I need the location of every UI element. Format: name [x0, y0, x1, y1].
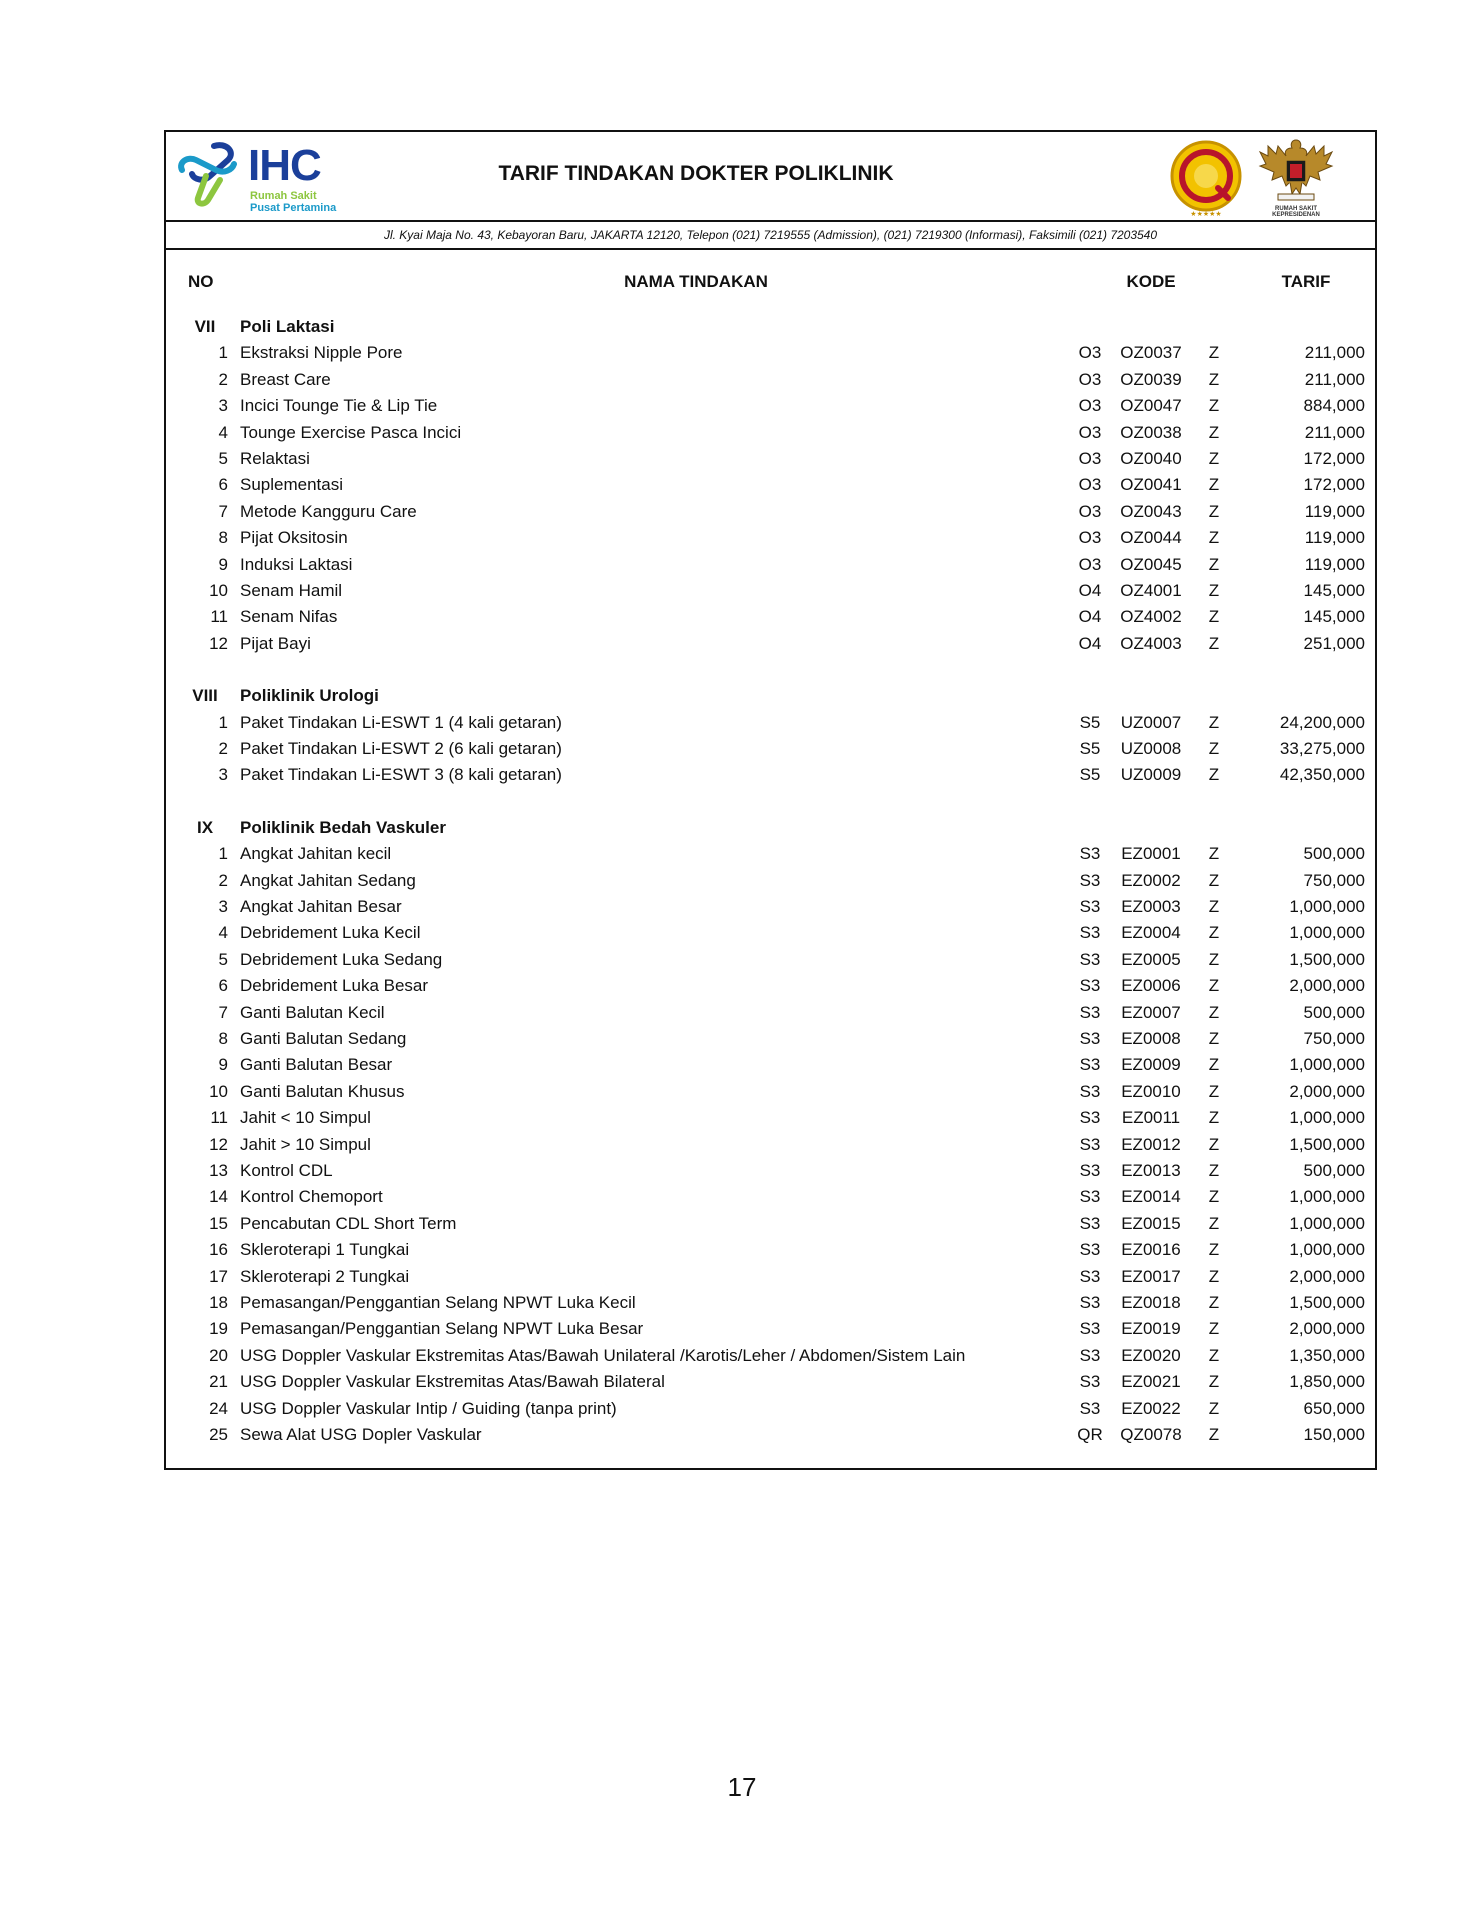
- column-header-no: NO: [188, 272, 214, 291]
- procedure-group: O3: [1078, 369, 1102, 389]
- row-number: 3: [218, 897, 228, 916]
- procedure-tarif: 211,000: [1304, 343, 1365, 363]
- procedure-flag: Z: [1208, 1187, 1220, 1207]
- procedure-flag: Z: [1208, 1029, 1220, 1048]
- procedure-flag: Z: [1208, 1134, 1220, 1154]
- procedure-flag: Z: [1208, 343, 1220, 363]
- procedure-group: S3: [1079, 1293, 1101, 1312]
- procedure-tarif: 750,000: [1303, 870, 1365, 890]
- procedure-code: OZ0039: [1120, 369, 1182, 389]
- procedure-code: QZ0078: [1120, 1425, 1182, 1444]
- procedure-name: Kontrol Chemoport: [240, 1187, 383, 1207]
- procedure-name: Suplementasi: [240, 475, 344, 495]
- row-number: 21: [209, 1372, 228, 1392]
- row-number: 2: [218, 369, 228, 389]
- procedure-name: USG Doppler Vaskular Intip / Guiding (tanpa print): [240, 1398, 617, 1418]
- svg-text:★★★★★: ★★★★★: [1190, 210, 1222, 218]
- procedure-tarif: 251,000: [1303, 633, 1365, 653]
- row-number: 13: [209, 1161, 228, 1180]
- procedure-code: EZ0006: [1121, 976, 1181, 996]
- procedure-tarif: 2,000,000: [1289, 1266, 1365, 1286]
- procedure-name: Paket Tindakan Li-ESWT 2 (6 kali getaran): [240, 739, 562, 758]
- procedure-name: Paket Tindakan Li-ESWT 1 (4 kali getaran): [240, 712, 562, 732]
- procedure-tarif: 2,000,000: [1289, 1319, 1365, 1339]
- procedure-name: Debridement Luka Besar: [240, 976, 429, 996]
- procedure-group: S3: [1079, 844, 1101, 864]
- page-header: [166, 132, 1375, 222]
- procedure-flag: Z: [1208, 976, 1220, 996]
- procedure-group: O3: [1078, 528, 1102, 548]
- logo-wordmark: IHC: [248, 141, 321, 190]
- procedure-flag: Z: [1208, 633, 1220, 653]
- procedure-code: EZ0002: [1121, 870, 1181, 890]
- row-number: 25: [209, 1425, 228, 1444]
- procedure-tarif: 24,200,000: [1279, 712, 1365, 732]
- procedure-group: QR: [1077, 1425, 1103, 1444]
- procedure-code: EZ0007: [1121, 1002, 1181, 1022]
- procedure-code: EZ0019: [1121, 1319, 1181, 1339]
- procedure-tarif: 1,000,000: [1289, 1240, 1365, 1260]
- table-row: [166, 1000, 1375, 1026]
- procedure-group: O4: [1078, 581, 1102, 600]
- garuda-icon: [1256, 136, 1336, 204]
- procedure-tarif: 2,000,000: [1289, 1081, 1365, 1101]
- procedure-flag: Z: [1208, 1108, 1220, 1128]
- row-number: 5: [218, 949, 228, 969]
- procedure-group: O3: [1078, 449, 1102, 468]
- procedure-tarif: 1,000,000: [1289, 1213, 1365, 1233]
- row-number: 4: [218, 422, 228, 442]
- procedure-tarif: 500,000: [1303, 1161, 1365, 1180]
- row-number: 3: [218, 765, 228, 785]
- procedure-name: Ganti Balutan Sedang: [240, 1029, 407, 1048]
- procedure-group: S3: [1079, 1213, 1101, 1233]
- procedure-code: OZ4001: [1120, 581, 1182, 600]
- procedure-code: OZ0040: [1120, 449, 1182, 468]
- procedure-code: EZ0001: [1121, 844, 1181, 864]
- procedure-group: O3: [1078, 422, 1102, 442]
- row-number: 3: [218, 396, 228, 416]
- procedure-tarif: 119,000: [1304, 528, 1365, 548]
- row-number: 9: [218, 1055, 228, 1075]
- procedure-flag: Z: [1208, 739, 1220, 758]
- procedure-code: UZ0007: [1120, 712, 1182, 732]
- table-row: [166, 868, 1375, 894]
- procedure-group: S5: [1079, 765, 1101, 785]
- row-number: 6: [218, 976, 228, 996]
- procedure-code: EZ0015: [1121, 1213, 1181, 1233]
- procedure-flag: Z: [1208, 1240, 1220, 1260]
- procedure-name: Pemasangan/Penggantian Selang NPWT Luka Kecil: [240, 1293, 636, 1312]
- procedure-group: S5: [1079, 739, 1101, 758]
- procedure-group: S5: [1079, 712, 1101, 732]
- table-row: [166, 841, 1375, 867]
- table-row: [166, 894, 1375, 920]
- procedure-code: OZ0047: [1120, 396, 1182, 416]
- procedure-name: USG Doppler Vaskular Ekstremitas Atas/Bawah Bilateral: [240, 1372, 665, 1392]
- procedure-code: OZ0045: [1120, 554, 1182, 574]
- procedure-group: S3: [1079, 1240, 1101, 1260]
- procedure-name: Metode Kangguru Care: [240, 501, 417, 521]
- table-row: [166, 762, 1375, 788]
- procedure-flag: Z: [1208, 1266, 1220, 1286]
- procedure-code: EZ0021: [1121, 1372, 1181, 1392]
- procedure-flag: Z: [1208, 369, 1220, 389]
- section-header: [166, 683, 1375, 709]
- procedure-tarif: 33,275,000: [1279, 739, 1365, 758]
- row-number: 10: [209, 581, 228, 600]
- procedure-group: S3: [1079, 1134, 1101, 1154]
- table-row: [166, 1105, 1375, 1131]
- row-number: 4: [218, 923, 228, 943]
- procedure-code: EZ0014: [1121, 1187, 1181, 1207]
- table-row: [166, 1052, 1375, 1078]
- procedure-tarif: 1,000,000: [1289, 897, 1365, 916]
- procedure-flag: Z: [1208, 475, 1220, 495]
- procedure-code: UZ0008: [1120, 739, 1182, 758]
- table-row: [166, 1369, 1375, 1395]
- table-row: [166, 1396, 1375, 1422]
- row-number: 1: [218, 343, 228, 363]
- procedure-name: Pemasangan/Penggantian Selang NPWT Luka Besar: [240, 1319, 644, 1339]
- procedure-flag: Z: [1208, 501, 1220, 521]
- procedure-flag: Z: [1208, 607, 1220, 627]
- procedure-group: O4: [1078, 633, 1102, 653]
- procedure-group: S3: [1079, 923, 1101, 943]
- procedure-group: S3: [1079, 897, 1101, 916]
- row-number: 1: [218, 712, 228, 732]
- column-header-name: NAMA TINDAKAN: [624, 272, 768, 291]
- row-number: 7: [218, 501, 228, 521]
- procedure-flag: Z: [1208, 923, 1220, 943]
- procedure-name: Debridement Luka Kecil: [240, 923, 421, 943]
- table-row: [166, 472, 1375, 498]
- seal-caption: RUMAH SAKIT KEPRESIDENAN: [1272, 206, 1320, 218]
- procedure-code: EZ0013: [1121, 1161, 1181, 1180]
- procedure-code: OZ0043: [1120, 501, 1182, 521]
- procedure-tarif: 650,000: [1303, 1398, 1365, 1418]
- procedure-flag: Z: [1208, 1372, 1220, 1392]
- logo-line-1: Rumah Sakit: [250, 190, 317, 202]
- procedure-flag: Z: [1208, 949, 1220, 969]
- procedure-name: Pijat Bayi: [240, 633, 311, 653]
- table-row: [166, 446, 1375, 472]
- procedure-tarif: 1,500,000: [1289, 1293, 1365, 1312]
- procedure-name: Skleroterapi 1 Tungkai: [240, 1240, 410, 1260]
- section-number: VIII: [192, 686, 218, 706]
- procedure-flag: Z: [1208, 870, 1220, 890]
- procedure-flag: Z: [1208, 765, 1220, 785]
- table-row: [166, 367, 1375, 393]
- procedure-code: EZ0011: [1121, 1108, 1181, 1128]
- row-number: 12: [209, 1134, 228, 1154]
- row-number: 19: [209, 1319, 228, 1339]
- procedure-flag: Z: [1208, 396, 1220, 416]
- table-row: [166, 736, 1375, 762]
- table-row: [166, 420, 1375, 446]
- section-title: Poliklinik Urologi: [240, 686, 379, 706]
- table-row: [166, 1132, 1375, 1158]
- row-number: 17: [209, 1266, 228, 1286]
- procedure-flag: Z: [1208, 1425, 1220, 1444]
- procedure-name: Ekstraksi Nipple Pore: [240, 343, 403, 363]
- section-header: [166, 314, 1375, 340]
- procedure-tarif: 211,000: [1304, 369, 1365, 389]
- table-row: [166, 604, 1375, 630]
- procedure-name: Incici Tounge Tie & Lip Tie: [240, 396, 438, 416]
- row-number: 15: [209, 1213, 228, 1233]
- procedure-name: Angkat Jahitan kecil: [240, 844, 392, 864]
- procedure-tarif: 1,000,000: [1289, 1055, 1365, 1075]
- procedure-group: O3: [1078, 475, 1102, 495]
- procedure-tarif: 211,000: [1304, 422, 1365, 442]
- procedure-name: USG Doppler Vaskular Ekstremitas Atas/Bawah Unilateral /Karotis/Leher / Abdomen/Sistem Lain: [240, 1345, 966, 1365]
- procedure-code: EZ0005: [1121, 949, 1181, 969]
- table-row: [166, 1211, 1375, 1237]
- table-row: [166, 973, 1375, 999]
- procedure-flag: Z: [1208, 844, 1220, 864]
- procedure-group: S3: [1079, 1108, 1101, 1128]
- row-number: 7: [218, 1002, 228, 1022]
- procedure-name: Ganti Balutan Khusus: [240, 1081, 405, 1101]
- procedure-flag: Z: [1208, 1213, 1220, 1233]
- column-header-code: KODE: [1126, 272, 1176, 291]
- row-number: 12: [209, 633, 228, 653]
- procedure-name: Ganti Balutan Kecil: [240, 1002, 385, 1022]
- procedure-group: S3: [1079, 949, 1101, 969]
- row-number: 10: [209, 1081, 228, 1101]
- table-row: [166, 1237, 1375, 1263]
- procedure-name: Jahit > 10 Simpul: [240, 1134, 371, 1154]
- procedure-group: S3: [1079, 870, 1101, 890]
- procedure-group: S3: [1079, 1345, 1101, 1365]
- procedure-code: EZ0016: [1121, 1240, 1181, 1260]
- procedure-tarif: 172,000: [1303, 449, 1365, 468]
- table-row: [166, 578, 1375, 604]
- table-row: [166, 1290, 1375, 1316]
- procedure-flag: Z: [1208, 1055, 1220, 1075]
- procedure-name: Sewa Alat USG Dopler Vaskular: [240, 1425, 482, 1444]
- procedure-name: Pijat Oksitosin: [240, 528, 348, 548]
- procedure-tarif: 884,000: [1303, 396, 1365, 416]
- procedure-code: EZ0009: [1121, 1055, 1181, 1075]
- procedure-name: Paket Tindakan Li-ESWT 3 (8 kali getaran): [240, 765, 562, 785]
- document-title: TARIF TINDAKAN DOKTER POLIKLINIK: [498, 162, 894, 185]
- procedure-group: O4: [1078, 607, 1102, 627]
- procedure-tarif: 1,850,000: [1289, 1372, 1365, 1392]
- procedure-code: EZ0022: [1121, 1398, 1181, 1418]
- section-title: Poliklinik Bedah Vaskuler: [240, 817, 446, 837]
- table-row: [166, 920, 1375, 946]
- procedure-tarif: 500,000: [1303, 844, 1365, 864]
- procedure-tarif: 500,000: [1303, 1002, 1365, 1022]
- procedure-name: Ganti Balutan Besar: [240, 1055, 393, 1075]
- procedure-code: OZ4003: [1120, 633, 1182, 653]
- row-number: 8: [218, 1029, 228, 1048]
- garuda-emblem: [1256, 136, 1336, 218]
- ihc-mark-icon: [176, 140, 246, 210]
- table-row: [166, 1184, 1375, 1210]
- section-number: VII: [194, 317, 216, 336]
- table-row: [166, 1158, 1375, 1184]
- procedure-group: S3: [1079, 1081, 1101, 1101]
- procedure-name: Angkat Jahitan Besar: [240, 897, 402, 916]
- table-row: [166, 1343, 1375, 1369]
- row-number: 11: [210, 1108, 228, 1128]
- procedure-group: O3: [1078, 396, 1102, 416]
- table-row: [166, 340, 1375, 366]
- procedure-tarif: 1,000,000: [1289, 1108, 1365, 1128]
- procedure-group: S3: [1079, 1319, 1101, 1339]
- procedure-group: S3: [1079, 1266, 1101, 1286]
- table-row: [166, 552, 1375, 578]
- procedure-code: OZ0037: [1120, 343, 1182, 363]
- table-row: [166, 710, 1375, 736]
- procedure-name: Relaktasi: [240, 449, 310, 468]
- procedure-group: O3: [1078, 554, 1102, 574]
- procedure-flag: Z: [1208, 1319, 1220, 1339]
- row-number: 9: [218, 554, 228, 574]
- procedure-code: OZ0041: [1120, 475, 1182, 495]
- procedure-tarif: 750,000: [1303, 1029, 1365, 1048]
- procedure-name: Senam Nifas: [240, 607, 338, 627]
- procedure-group: O3: [1078, 343, 1102, 363]
- procedure-flag: Z: [1208, 1161, 1220, 1180]
- procedure-code: EZ0003: [1121, 897, 1181, 916]
- table-row: [166, 1079, 1375, 1105]
- procedure-name: Skleroterapi 2 Tungkai: [240, 1266, 410, 1286]
- row-number: 2: [218, 870, 228, 890]
- table-row: [166, 1026, 1375, 1052]
- accreditation-seal-icon: [1166, 138, 1246, 218]
- procedure-code: OZ0044: [1120, 528, 1182, 548]
- procedure-tarif: 172,000: [1303, 475, 1365, 495]
- procedure-name: Induksi Laktasi: [240, 554, 353, 574]
- procedure-tarif: 2,000,000: [1289, 976, 1365, 996]
- document-frame: [164, 130, 1377, 1470]
- procedure-name: Kontrol CDL: [240, 1161, 333, 1180]
- table-row: [166, 947, 1375, 973]
- procedure-code: OZ0038: [1120, 422, 1182, 442]
- procedure-tarif: 1,000,000: [1289, 923, 1365, 943]
- procedure-code: EZ0017: [1121, 1266, 1181, 1286]
- procedure-name: Tounge Exercise Pasca Incici: [240, 422, 462, 442]
- procedure-group: S3: [1079, 1161, 1101, 1180]
- row-number: 5: [218, 449, 228, 468]
- procedure-code: EZ0018: [1121, 1293, 1181, 1312]
- procedure-name: Debridement Luka Sedang: [240, 949, 443, 969]
- procedure-flag: Z: [1208, 1081, 1220, 1101]
- procedure-tarif: 145,000: [1303, 607, 1365, 627]
- row-number: 16: [209, 1240, 228, 1260]
- table-row: [166, 1264, 1375, 1290]
- row-number: 24: [209, 1398, 228, 1418]
- procedure-group: S3: [1079, 1187, 1101, 1207]
- procedure-flag: Z: [1208, 422, 1220, 442]
- row-number: 6: [218, 475, 228, 495]
- procedure-code: EZ0012: [1121, 1134, 1181, 1154]
- section-number: IX: [196, 817, 214, 837]
- procedure-name: Breast Care: [240, 369, 331, 389]
- table-row: [166, 1422, 1375, 1448]
- procedure-tarif: 145,000: [1303, 581, 1365, 600]
- procedure-name: Angkat Jahitan Sedang: [240, 870, 416, 890]
- procedure-flag: Z: [1208, 1293, 1220, 1312]
- procedure-name: Jahit < 10 Simpul: [240, 1108, 371, 1128]
- row-number: 11: [210, 607, 228, 627]
- row-number: 20: [209, 1345, 228, 1365]
- procedure-code: EZ0004: [1121, 923, 1181, 943]
- ihc-logo: [176, 140, 366, 214]
- row-number: 8: [218, 528, 228, 548]
- row-number: 14: [209, 1187, 228, 1207]
- procedure-code: EZ0010: [1121, 1081, 1181, 1101]
- procedure-group: S3: [1079, 976, 1101, 996]
- procedure-group: S3: [1079, 1055, 1101, 1075]
- table-row: [166, 631, 1375, 657]
- procedure-flag: Z: [1208, 449, 1220, 468]
- procedure-flag: Z: [1208, 1002, 1220, 1022]
- logo-line-2: Pusat Pertamina: [250, 202, 337, 214]
- procedure-tarif: 1,350,000: [1289, 1345, 1365, 1365]
- procedure-flag: Z: [1208, 1398, 1220, 1418]
- procedure-code: UZ0009: [1120, 765, 1182, 785]
- section-header: [166, 815, 1375, 841]
- page-number: 17: [727, 1772, 757, 1802]
- procedure-group: S3: [1079, 1398, 1101, 1418]
- table-row: [166, 393, 1375, 419]
- procedure-flag: Z: [1208, 897, 1220, 916]
- procedure-group: S3: [1079, 1002, 1101, 1022]
- procedure-group: S3: [1079, 1372, 1101, 1392]
- procedure-flag: Z: [1208, 554, 1220, 574]
- procedure-name: Pencabutan CDL Short Term: [240, 1213, 457, 1233]
- procedure-tarif: 150,000: [1303, 1425, 1365, 1444]
- procedure-tarif: 1,500,000: [1289, 1134, 1365, 1154]
- procedure-name: Senam Hamil: [240, 581, 343, 600]
- procedure-tarif: 1,000,000: [1289, 1187, 1365, 1207]
- procedure-flag: Z: [1208, 581, 1220, 600]
- procedure-flag: Z: [1208, 712, 1220, 732]
- address-line: Jl. Kyai Maja No. 43, Kebayoran Baru, JAKARTA 12120, Telepon (021) 7219555 (Admission), (021) 7219300 (Informasi), Faksimili (021) 7203540: [166, 222, 1375, 250]
- table-row: [166, 499, 1375, 525]
- procedure-flag: Z: [1208, 528, 1220, 548]
- procedure-tarif: 42,350,000: [1279, 765, 1365, 785]
- table-row: [166, 525, 1375, 551]
- procedure-tarif: 1,500,000: [1289, 949, 1365, 969]
- section-title: Poli Laktasi: [240, 317, 335, 336]
- row-number: 1: [218, 844, 228, 864]
- table-row: [166, 1316, 1375, 1342]
- procedure-flag: Z: [1208, 1345, 1220, 1365]
- procedure-code: EZ0020: [1121, 1345, 1181, 1365]
- procedure-code: EZ0008: [1121, 1029, 1181, 1048]
- row-number: 2: [218, 739, 228, 758]
- procedure-code: OZ4002: [1120, 607, 1182, 627]
- procedure-group: O3: [1078, 501, 1102, 521]
- procedure-group: S3: [1079, 1029, 1101, 1048]
- row-number: 18: [209, 1293, 228, 1312]
- column-header-tarif: TARIF: [1281, 272, 1331, 291]
- procedure-tarif: 119,000: [1304, 554, 1365, 574]
- procedure-tarif: 119,000: [1304, 501, 1365, 521]
